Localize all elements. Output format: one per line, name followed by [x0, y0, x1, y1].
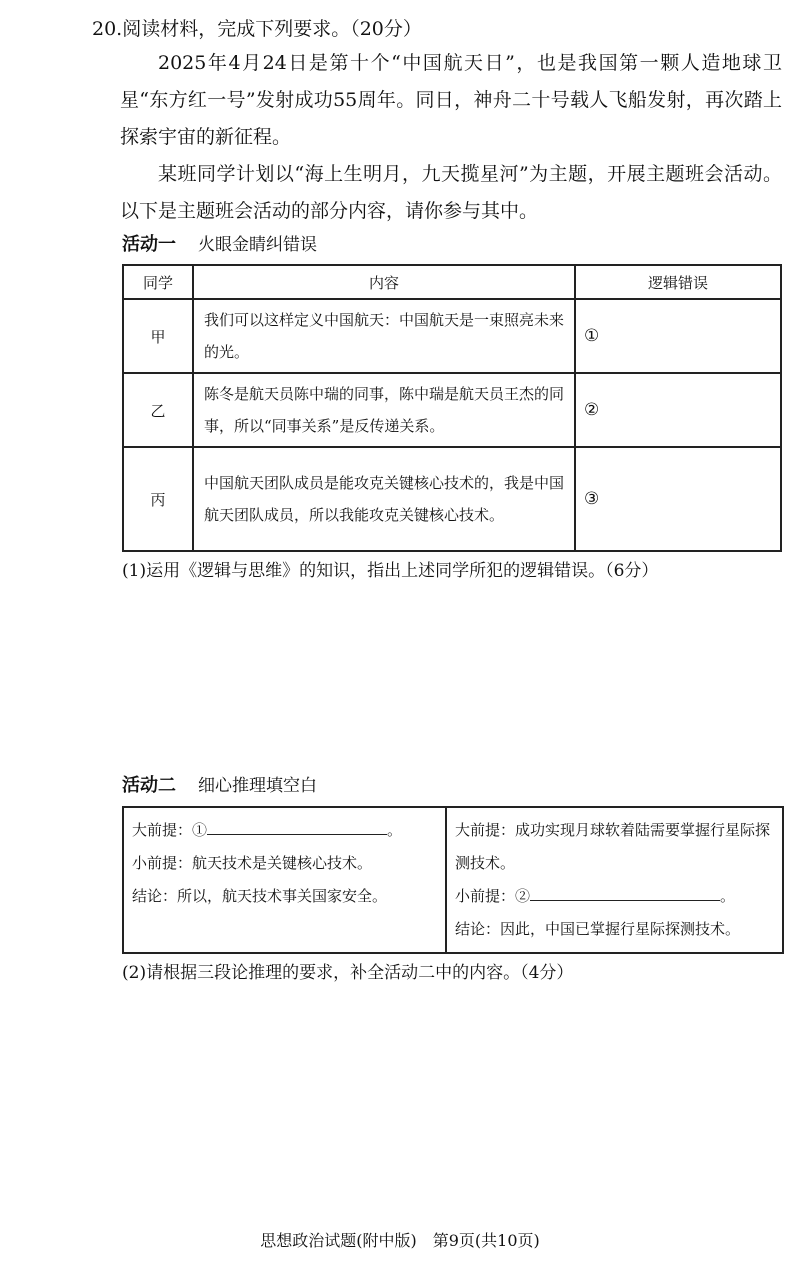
question-1: (1)运用《逻辑与思维》的知识，指出上述同学所犯的逻辑错误。（6分） [122, 561, 659, 581]
material-text [120, 45, 782, 230]
row-error-mark: ② [575, 373, 781, 447]
syllogism-right [446, 807, 783, 953]
left-conclusion: 结论：所以，航天技术事关国家安全。 [132, 887, 388, 905]
row-content: 陈冬是航天员陈中瑞的同事，陈中瑞是航天员王杰的同事，所以“同事关系”是反传递关系。 [193, 373, 575, 447]
activity2-table [122, 806, 784, 954]
table-row [123, 447, 781, 551]
question-2: (2)请根据三段论推理的要求，补全活动二中的内容。（4分） [122, 963, 574, 983]
table-header-row [123, 265, 781, 299]
header-content: 内容 [193, 265, 575, 299]
activity2-label: 活动二 [122, 775, 176, 796]
left-major-premise: 大前提：① 。 [132, 814, 437, 847]
row-content: 我们可以这样定义中国航天：中国航天是一束照亮未来的光。 [193, 299, 575, 373]
left-minor-premise: 小前提：航天技术是关键核心技术。 [132, 854, 373, 872]
question-title: 20.阅读材料，完成下列要求。（20分） [92, 18, 422, 40]
right-conclusion: 结论：因此，中国已掌握行星际探测技术。 [455, 920, 741, 938]
syllogism-left [123, 807, 446, 953]
activity1-heading [122, 230, 317, 256]
right-minor-premise: 小前提：② 。 [455, 880, 774, 913]
table-row [123, 299, 781, 373]
activity1-label: 活动一 [122, 234, 176, 255]
activity2-heading [122, 771, 317, 797]
table-row [123, 373, 781, 447]
row-student: 甲 [123, 299, 193, 373]
page-footer: 思想政治试题(附中版) 第9页(共10页) [260, 1231, 540, 1250]
right-major-premise: 大前提：成功实现月球软着陆需要掌握行星际探测技术。 [455, 821, 771, 872]
row-student: 丙 [123, 447, 193, 551]
row-error-mark: ③ [575, 447, 781, 551]
activity1-table [122, 264, 782, 552]
activity1-subtitle: 火眼金睛纠错误 [198, 235, 317, 255]
header-error: 逻辑错误 [575, 265, 781, 299]
row-student: 乙 [123, 373, 193, 447]
row-content: 中国航天团队成员是能攻克关键核心技术的，我是中国航天团队成员，所以我能攻克关键核心技术。 [193, 447, 575, 551]
header-student: 同学 [123, 265, 193, 299]
blank-2-input[interactable] [530, 880, 720, 901]
activity2-subtitle: 细心推理填空白 [198, 776, 317, 796]
row-error-mark: ① [575, 299, 781, 373]
paragraph-1: 2025年4月24日是第十个“中国航天日”，也是我国第一颗人造地球卫星“东方红一号”发射成功55周年。同日，神舟二十号载人飞船发射，再次踏上探索宇宙的新征程。 [120, 52, 782, 148]
paragraph-2: 某班同学计划以“海上生明月，九天揽星河”为主题，开展主题班会活动。以下是主题班会活动的部分内容，请你参与其中。 [120, 163, 782, 222]
blank-1-input[interactable] [207, 814, 387, 835]
